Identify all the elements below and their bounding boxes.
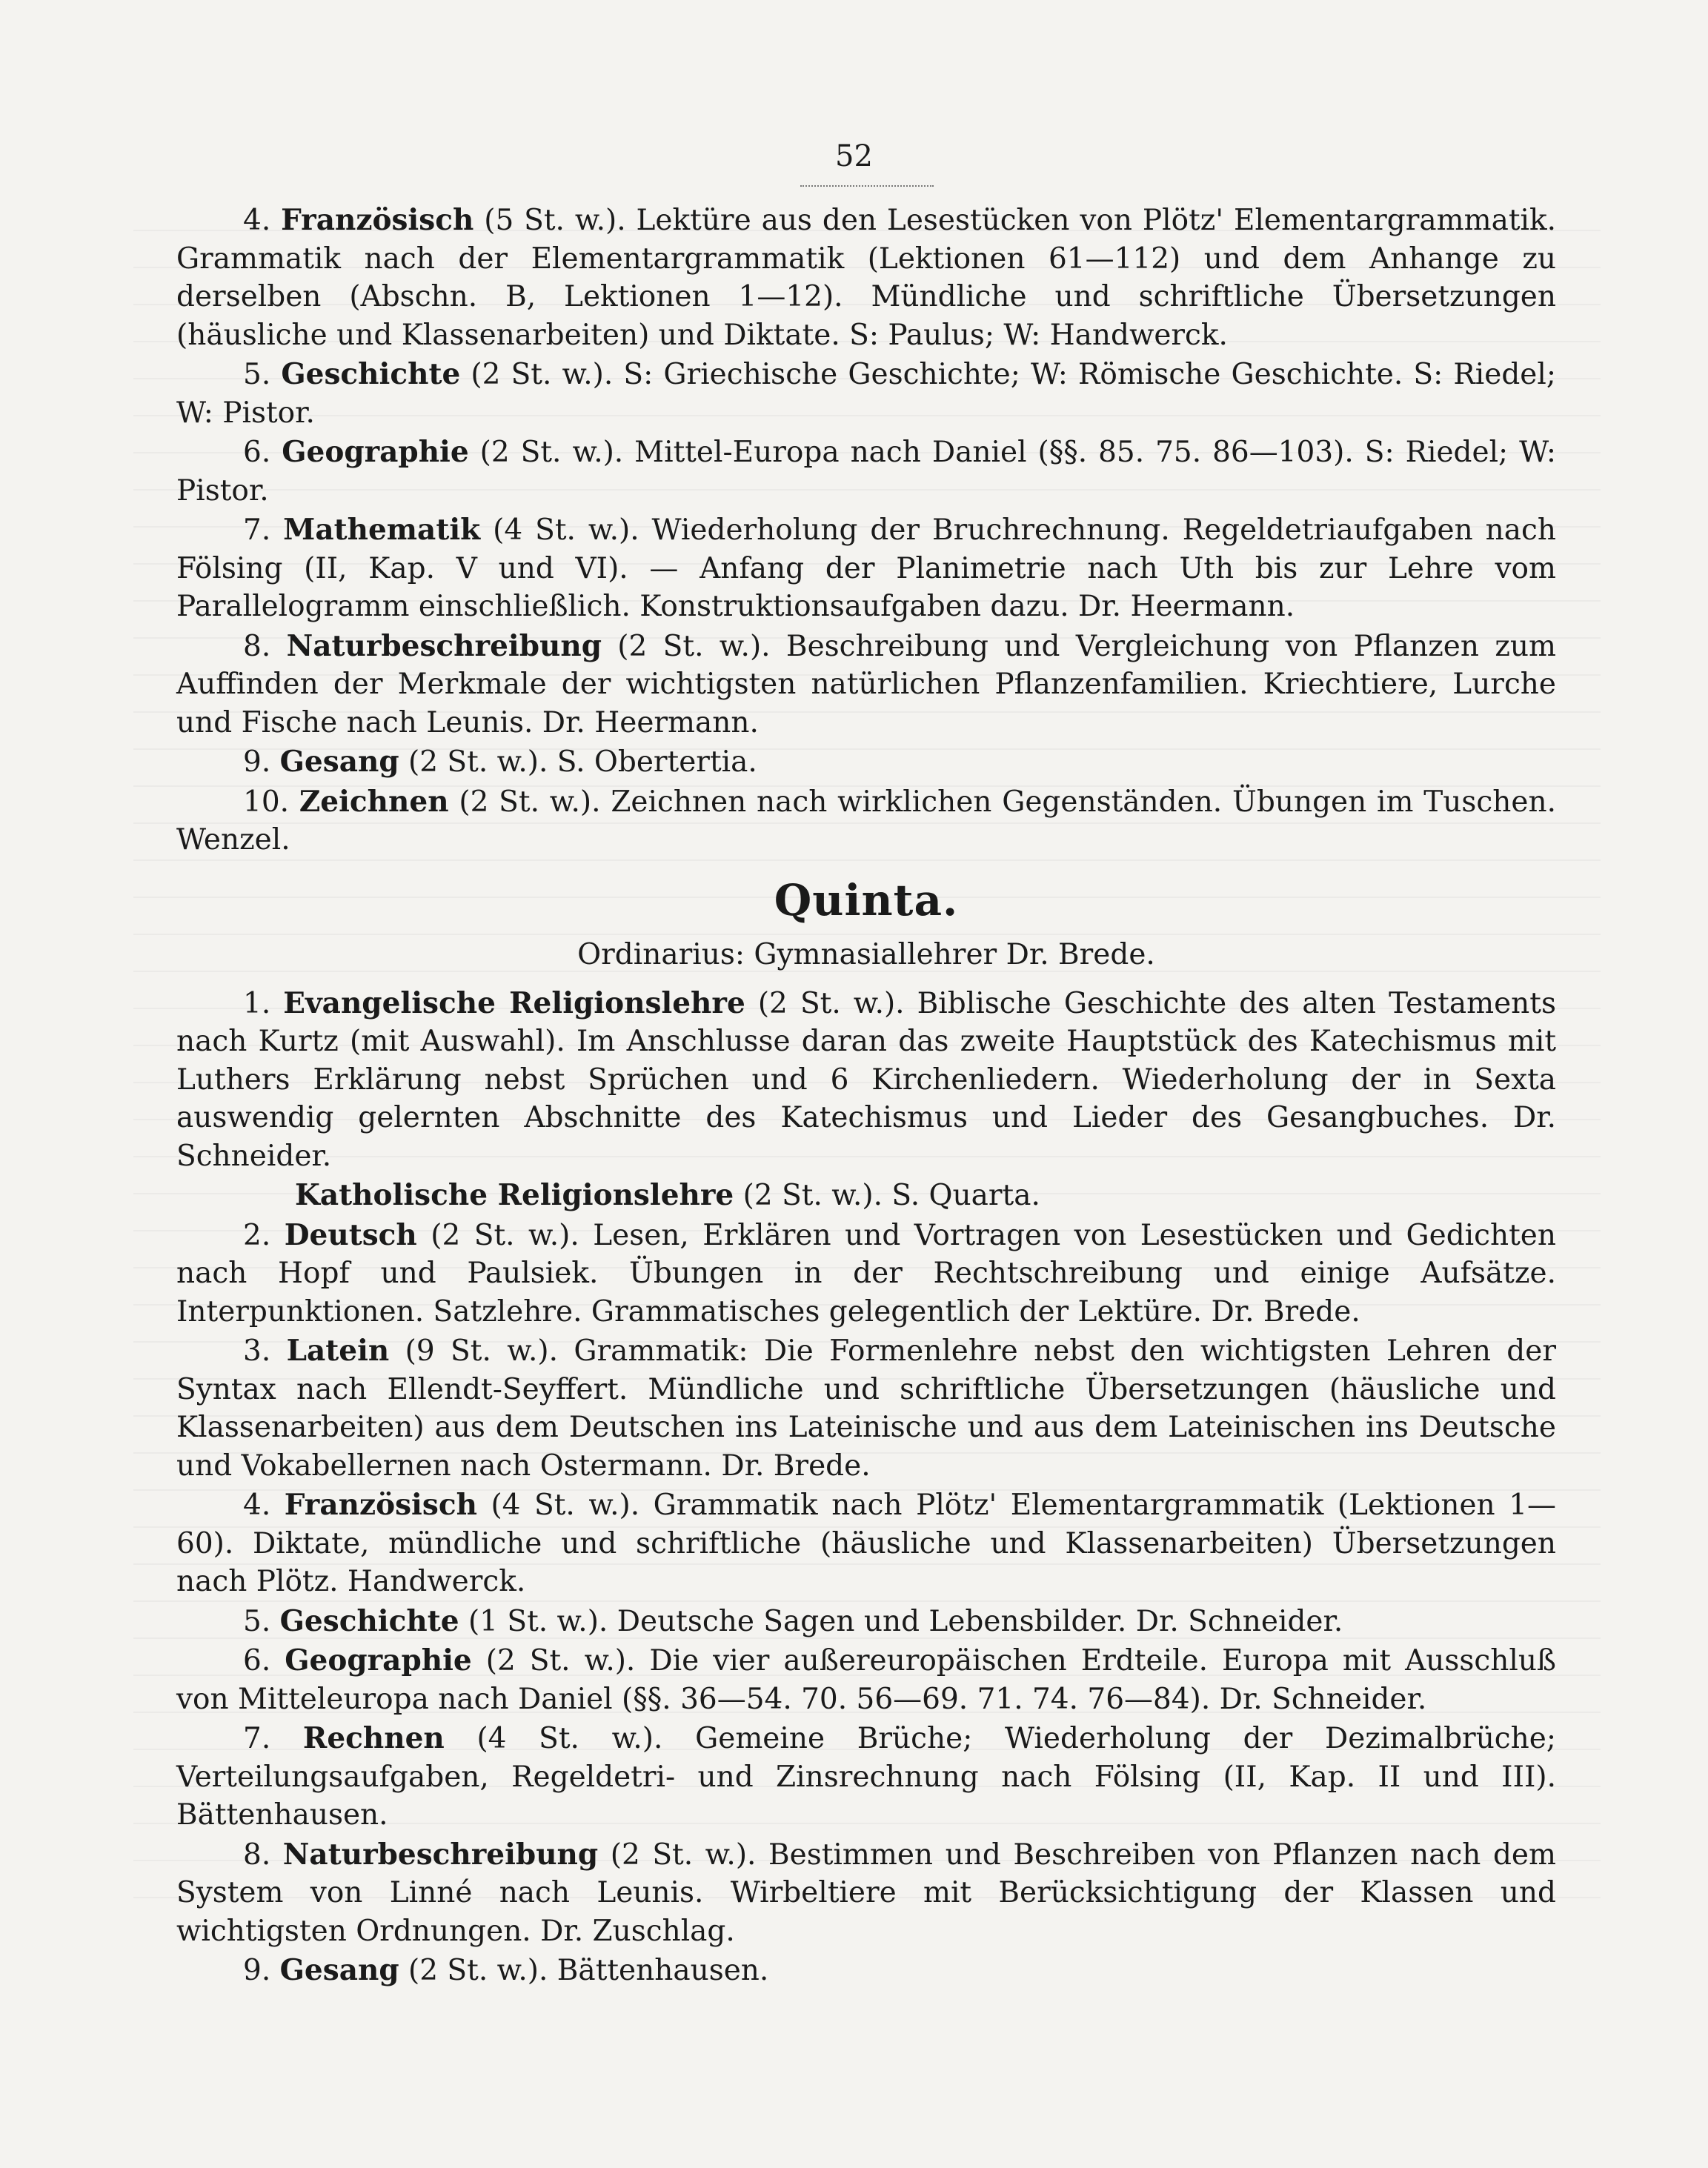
subject-text: (2 St. w.). S. Quarta.: [734, 1179, 1040, 1212]
subject-text: (4 St. w.). Gemeine Brüche; Wiederholung der Dezimalbrüche; Verteilungsaufgaben, Regeldetri- und Zinsrechnung nach Fölsing (II, Kap. II und III). Bättenhausen.: [176, 1722, 1556, 1832]
subject-number: 6.: [243, 1644, 271, 1677]
subject-heading: Latein: [286, 1334, 390, 1368]
subject-text: (2 St. w.). Zeichnen nach wirklichen Gegenständen. Übungen im Tuschen. Wenzel.: [176, 785, 1556, 857]
page-content: [176, 202, 1556, 1992]
subject-paragraph: [176, 1332, 1556, 1485]
subject-number: 5.: [243, 1604, 271, 1638]
subject-text: (5 St. w.). Lektüre aus den Lesestücken von Plötz' Elementargrammatik. Grammatik nach der Elementargrammatik (Lektionen 61—112) und dem Anhange zu derselben (Abschn. B, Lektionen 1—12). Mündliche und schriftliche Übersetzungen (häusliche und Klassenarbeiten) und Diktate. S: Paulus; W: Handwerck.: [176, 204, 1556, 352]
upper-section: [176, 202, 1556, 859]
subject-number: 9.: [243, 745, 271, 779]
subject-heading: Deutsch: [284, 1217, 417, 1252]
subject-paragraph: [176, 743, 1556, 782]
subject-number: 7.: [243, 1722, 271, 1755]
subject-paragraph: [176, 985, 1556, 1176]
subject-heading: Französisch: [281, 203, 474, 237]
subject-paragraph: [176, 783, 1556, 859]
subject-heading: Naturbeschreibung: [286, 628, 602, 663]
subject-text: (4 St. w.). Wiederholung der Bruchrechnung. Regeldetriaufgaben nach Fölsing (II, Kap. V und VI). — Anfang der Planimetrie nach Uth bis zur Lehre vom Parallelogramm einschließlich. Konstruktionsaufgaben dazu. Dr. Heermann.: [176, 513, 1556, 623]
subject-text: (2 St. w.). S. Obertertia.: [399, 745, 757, 779]
subject-number: 4.: [243, 204, 271, 237]
section-title: Quinta.: [774, 874, 959, 925]
subject-number: 8.: [243, 1838, 271, 1872]
subject-paragraph: [176, 202, 1556, 354]
subject-heading: Katholische Religionslehre: [295, 1178, 734, 1212]
subject-heading: Gesang: [279, 745, 399, 779]
subject-text: (4 St. w.). Grammatik nach Plötz' Elementargrammatik (Lektionen 1—60). Diktate, mündliche und schriftliche (häusliche und Klassenarbeiten) Übersetzungen nach Plötz. Handwerck.: [176, 1489, 1557, 1598]
page-number: 52: [835, 139, 873, 173]
subject-number: 6.: [243, 436, 271, 469]
subject-heading: Geschichte: [281, 357, 461, 391]
subject-paragraph: [176, 628, 1556, 742]
subject-heading: Gesang: [279, 1953, 399, 1987]
subject-text: (2 St. w.). Lesen, Erklären und Vortragen von Lesestücken und Gedichten nach Hopf und Paulsiek. Übungen in der Rechtschreibung und einige Aufsätze. Interpunktionen. Satzlehre. Grammatisches gelegentlich der Lektüre. Dr. Brede.: [176, 1218, 1556, 1329]
subject-heading: Zeichnen: [299, 784, 449, 819]
page-number-ornament: [800, 185, 934, 187]
subject-paragraph: [176, 1217, 1556, 1331]
subject-paragraph: [176, 1603, 1556, 1641]
subject-paragraph: [176, 433, 1556, 510]
subject-paragraph: [176, 1642, 1556, 1718]
subject-number: 7.: [243, 513, 271, 547]
subject-paragraph: [176, 511, 1556, 626]
subject-text: (9 St. w.). Grammatik: Die Formenlehre nebst den wichtigsten Lehren der Syntax nach Ellendt-Seyffert. Mündliche und schriftliche Übersetzungen (häusliche und Klassenarbeiten) aus dem Deutschen ins Lateinische und aus dem Lateinischen ins Deutsche und Vokabellernen nach Ostermann. Dr. Brede.: [176, 1334, 1556, 1483]
subject-paragraph: [176, 1836, 1556, 1951]
subject-text: (2 St. w.). Biblische Geschichte des alten Testaments nach Kurtz (mit Auswahl). Im Anschlusse daran das zweite Hauptstück des Katechismus mit Luthers Erklärung nebst Sprüchen und 6 Kirchenliedern. Wiederholung der in Sexta auswendig gelernten Abschnitte des Katechismus und Lieder des Gesangbuches. Dr. Schneider.: [176, 986, 1556, 1173]
subject-text: (2 St. w.). Die vier außereuropäischen Erdteile. Europa mit Ausschluß von Mitteleuropa nach Daniel (§§. 36—54. 70. 56—69. 71. 74. 76—84). Dr. Schneider.: [176, 1644, 1556, 1716]
subject-text: (2 St. w.). Beschreibung und Vergleichung von Pflanzen zum Auffinden der Merkmale der wichtigsten natürlichen Pflanzenfamilien. Kriechtiere, Lurche und Fische nach Leunis. Dr. Heermann.: [176, 629, 1556, 739]
subject-heading: Geographie: [282, 435, 469, 469]
subject-paragraph: [176, 1177, 1556, 1215]
subject-paragraph: [176, 1952, 1556, 1990]
subject-text: (2 St. w.). Bättenhausen.: [399, 1954, 769, 1987]
subject-number: 8.: [243, 629, 271, 663]
subject-heading: Französisch: [284, 1488, 477, 1522]
subject-text: (1 St. w.). Deutsche Sagen und Lebensbilder. Dr. Schneider.: [459, 1604, 1343, 1638]
quinta-section: [176, 985, 1556, 1990]
subject-heading: Geschichte: [279, 1603, 459, 1638]
subject-number: 9.: [243, 1954, 271, 1987]
subject-heading: Naturbeschreibung: [282, 1837, 599, 1872]
subject-heading: Geographie: [285, 1643, 472, 1677]
subject-number: 2.: [243, 1218, 271, 1252]
subject-number: 5.: [243, 358, 271, 391]
subject-heading: Mathematik: [283, 513, 481, 547]
subject-paragraph: [176, 356, 1556, 432]
subject-number: 4.: [243, 1489, 271, 1522]
subject-text: (2 St. w.). S: Griechische Geschichte; W: Römische Geschichte. S: Riedel; W: Pistor.: [176, 358, 1556, 430]
subject-number: 1.: [243, 986, 271, 1020]
subject-text: (2 St. w.). Bestimmen und Beschreiben von Pflanzen nach dem System von Linné nach Leunis. Wirbeltiere mit Berücksichtigung der Klassen und wichtigsten Ordnungen. Dr. Zuschlag.: [176, 1838, 1556, 1948]
subject-paragraph: [176, 1486, 1556, 1601]
subject-heading: Rechnen: [302, 1721, 445, 1755]
subject-text: (2 St. w.). Mittel-Europa nach Daniel (§§. 85. 75. 86—103). S: Riedel; W: Pistor.: [176, 436, 1556, 508]
subject-number: 3.: [243, 1334, 271, 1368]
subject-number: 10.: [243, 785, 290, 819]
subject-paragraph: [176, 1720, 1556, 1835]
subject-heading: Evangelische Religionslehre: [283, 985, 745, 1020]
ordinarius-line: Ordinarius: Gymnasiallehrer Dr. Brede.: [577, 938, 1155, 971]
